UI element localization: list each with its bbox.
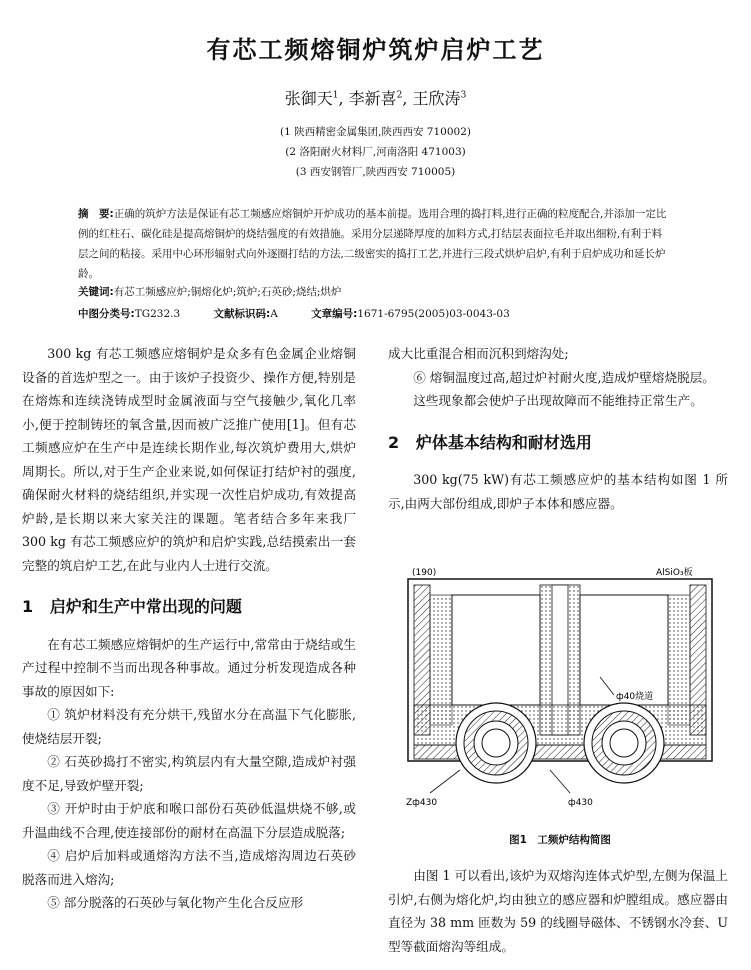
dim-label-430: ф430 (568, 798, 593, 808)
channel-label: ф40烧道 (616, 692, 654, 702)
problem-item: ③ 开炉时由于炉底和喉口部份石英砂低温烘烧不够,或升温曲线不合理,使连接部份的耐材在高温下分层造成脱落; (22, 801, 356, 840)
article-number-value: 1671-6795(2005)03-0043-03 (357, 308, 510, 320)
furnace-body-drawing (408, 579, 712, 793)
left-column (22, 342, 356, 915)
clc-label: 中图分类号: (78, 308, 135, 320)
section-title: 启炉和生产中常出现的问题 (49, 597, 242, 616)
abstract-text: 正确的筑炉方法是保证有芯工频感应熔铜炉开炉成功的基本前提。选用合理的捣打料,进行正确的粒度配合,并添加一定比例的红柱石、碳化硅是提高熔铜炉的烧结强度的有效措施。采用分层递降厚度的加料方式,打结层表面拉毛并取出细粉,有利于料层之间的粘接。采用中心环形辐射式向外逐圈打结的方法,二级密实的捣打工艺,并进行三段式烘炉启炉,有利于启炉成功和延长炉龄。 (78, 208, 667, 280)
author-name: 李新喜 (348, 89, 397, 108)
doc-code-value: A (270, 308, 278, 320)
keywords (78, 284, 672, 299)
author-name: 王欣涛 (412, 89, 461, 108)
abstract-label: 摘 要: (78, 208, 114, 220)
affiliation: (1 陕西精密金属集团,陕西西安 710002) (280, 126, 471, 138)
doc-code-label: 文献标识码: (213, 308, 271, 320)
section-title: 炉体基本结构和耐材选用 (415, 432, 592, 452)
problem-item: ⑤ 部分脱落的石英砂与氧化物产生化合反应形 (47, 895, 304, 910)
dim-label-z430: Zф430 (406, 798, 438, 808)
paragraph: 由图 1 可以看出,该炉为双熔沟连体式炉型,左侧为保温上引炉,右侧为熔化炉,均由独立的感应器和炉膛组成。感应器由直径为 38 mm 匝数为 59 的线圈导磁体、不锈钢水冷套、U 型等截面熔沟等组成。 (388, 868, 728, 954)
section-heading-2 (388, 431, 728, 455)
affiliation: (2 洛阳耐火材料厂,河南洛阳 471003) (285, 146, 466, 158)
section2-paragraph: 300 kg(75 kW)有芯工频感应炉的基本结构如图 1 所示,由两大部份组成,即炉子本体和感应器。 (388, 472, 728, 511)
section-number: 1 (22, 597, 34, 616)
abstract (78, 204, 672, 284)
author-affil-mark: 1 (332, 90, 339, 101)
section-number: 2 (388, 432, 400, 452)
right-column-bottom (388, 864, 728, 958)
paragraph: 这些现象都会使炉子出现故障而不能维持正常生产。 (413, 393, 703, 408)
author-affil-mark: 3 (460, 90, 467, 101)
problem-item: ② 石英砂捣打不密实,构筑层内有大量空隙,造成炉衬强度不足,导致炉壁开裂; (22, 754, 356, 793)
author-name: 张御天 (284, 89, 333, 108)
keywords-label: 关键词: (78, 286, 114, 298)
author-list: 张御天$^1$, 李新喜$^2$, 王欣涛$^3$ (284, 89, 467, 108)
clc-value: TG232.3 (134, 308, 181, 320)
keywords-text: 有芯工频感应炉;铜熔化炉;筑炉;石英砂;烧结;烘炉 (113, 286, 342, 298)
furnace-structure-figure (400, 565, 720, 825)
intro-paragraph: 300 kg 有芯工频感应熔铜炉是众多有色金属企业熔铜设备的首选炉型之一。由于该炉子投资少、操作方便,特别是在熔炼和连续浇铸成型时金属液面与空气接触少,氧化几率小,便于控制铸坯的氧含量,因而被广泛推广使用[1]。但有芯工频感应炉在生产中是连续长期作业,每次筑炉费用大,烘炉周期长。所以,对于生产企业来说,如何保证打结炉衬的强度,确保耐火材料的烧结组织,并实现一次性启炉成功,有效提高炉龄,是长期以来大家关注的课题。笔者结合多年来我厂 300 kg 有芯工频感应炉的筑炉和启炉实践,总结摸索出一套完整的筑启炉工艺,在此与业内人士进行交流。 (22, 346, 356, 573)
continued-text: 成大比重混合相而沉积到熔沟处; (388, 346, 569, 361)
classification-line (78, 306, 672, 321)
problem-item: ⑥ 熔铜温度过高,超过炉衬耐火度,造成炉壁熔烧脱层。 (413, 369, 715, 385)
affiliation: (3 西安钢管厂,陕西西安 710005) (295, 166, 456, 178)
figure-caption: 图1 工频炉结构简图 (509, 834, 611, 846)
material-label: AlSiO₃板 (656, 568, 693, 578)
article-number-label: 文章编号: (311, 308, 358, 320)
section1-paragraph: 在有芯工频感应熔铜炉的生产运行中,常常由于烧结或生产过程中控制不当而出现各种事故。通过分析发现造成各种事故的原因如下: (22, 636, 356, 699)
right-column-top (388, 342, 728, 515)
author-affil-mark: 2 (396, 90, 403, 101)
problem-item: ④ 启炉后加料或通熔沟方法不当,造成熔沟周边石英砂脱落而进入熔沟; (22, 848, 356, 887)
dim-label-190: (190) (412, 568, 437, 578)
section-heading-1 (22, 595, 356, 619)
problem-item: ① 筑炉材料没有充分烘干,残留水分在高温下气化膨胀,使烧结层开裂; (22, 707, 356, 746)
paper-title: 有芯工频熔铜炉筑炉启炉工艺 (206, 36, 545, 64)
